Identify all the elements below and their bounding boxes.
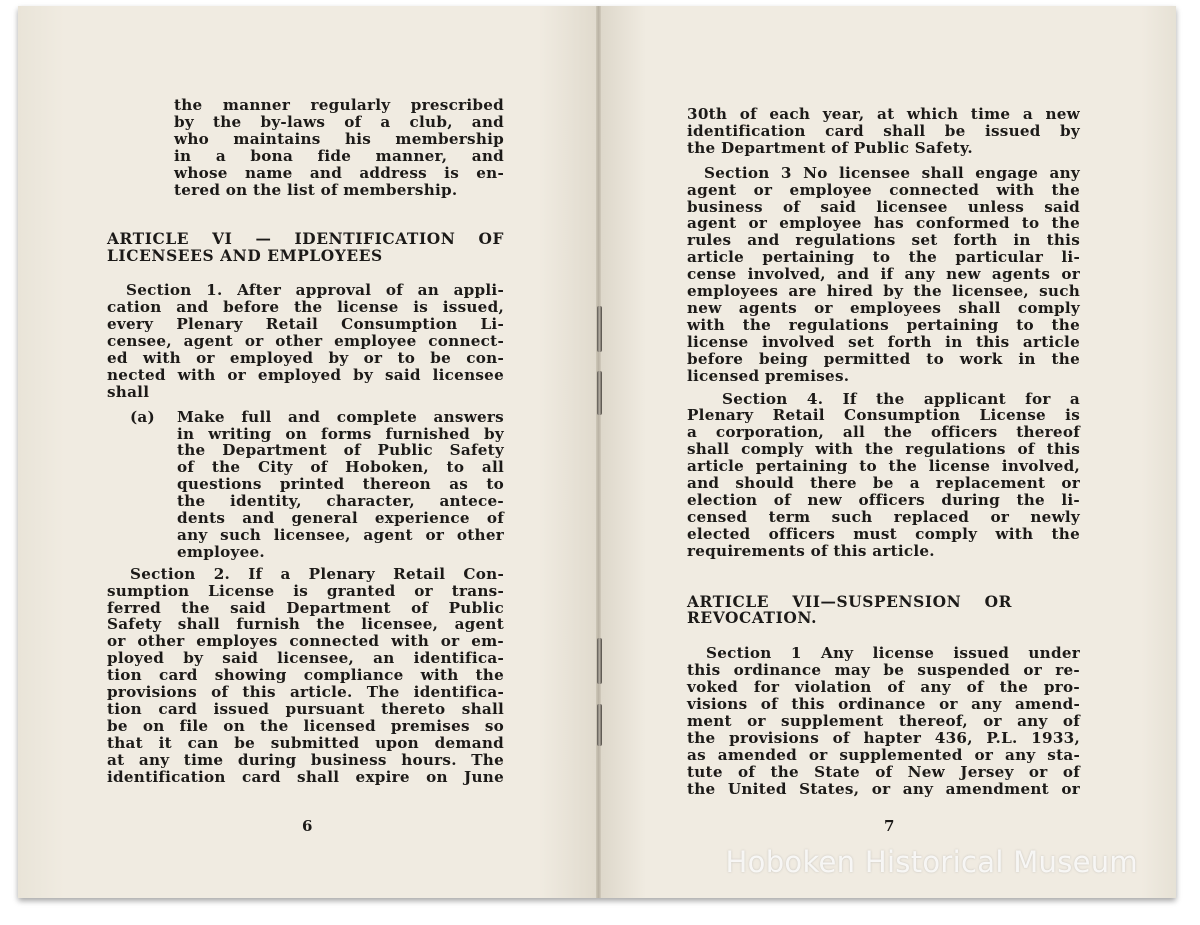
heading-line: LICENSEES AND EMPLOYEES <box>107 247 383 266</box>
text-line: Section 3 No licensee shall engage any <box>704 163 1080 182</box>
text-line: ed with or employed by or to be con- <box>107 348 504 367</box>
text-line: agent or employee connected with the <box>687 180 1080 199</box>
text-line: Plenary Retail Consumption License is <box>687 406 1080 425</box>
text-line: cation and before the license is issued, <box>107 298 504 317</box>
article-vii-section-1-paragraph <box>687 645 1080 797</box>
section-2-paragraph <box>107 566 504 786</box>
text-line: employee. <box>177 542 265 561</box>
text-line: Section 1. After approval of an appli- <box>126 281 504 300</box>
text-line: tered on the list of membership. <box>174 180 458 199</box>
intro-paragraph <box>687 106 1080 157</box>
staple-icon <box>597 371 602 415</box>
text-line: any such licensee, agent or other <box>177 525 504 544</box>
text-line: whose name and address is en- <box>174 163 504 182</box>
text-line: the United States, or any amendment or <box>687 779 1080 798</box>
text-line: this ordinance may be suspended or re- <box>687 661 1080 680</box>
text-line: article pertaining to the license involved, <box>687 457 1080 476</box>
text-line: with the regulations pertaining to the <box>687 315 1080 334</box>
text-line: be on file on the licensed premises so <box>107 716 504 735</box>
text-line: article pertaining to the particular li- <box>687 248 1080 267</box>
text-line: the provisions of hapter 436, P.L. 1933, <box>687 728 1080 747</box>
text-line: tute of the State of New Jersey or of <box>687 762 1080 781</box>
text-line: ferred the said Department of Public <box>107 598 504 617</box>
text-line: license involved set forth in this article <box>687 332 1080 351</box>
text-line: cense involved, and if any new agents or <box>687 265 1080 284</box>
text-line: censee, agent or other employee connect- <box>107 331 504 350</box>
text-line: new agents or employees shall comply <box>687 298 1080 317</box>
text-line: dents and general experience of <box>177 509 504 528</box>
text-line: identification card shall expire on June <box>107 767 504 786</box>
text-line: by the by-laws of a club, and <box>174 112 504 131</box>
text-line: requirements of this article. <box>687 541 935 560</box>
text-line: questions printed thereon as to <box>177 475 504 494</box>
text-line: licensed premises. <box>687 366 850 385</box>
text-line: in writing on forms furnished by <box>177 424 504 443</box>
section-1-paragraph <box>107 282 504 400</box>
text-line: in a bona fide manner, and <box>174 146 504 165</box>
text-line: Section 1 Any license issued under <box>706 644 1080 663</box>
heading-line: ARTICLE VII—SUSPENSION OR <box>687 592 1012 611</box>
staple-icon <box>597 638 602 684</box>
booklet-spine <box>596 6 601 898</box>
text-line: election of new officers during the li- <box>687 490 1080 509</box>
text-line: nected with or employed by said licensee <box>107 365 504 384</box>
text-line: who maintains his membership <box>174 129 504 148</box>
heading-line: ARTICLE VI — IDENTIFICATION OF <box>107 230 504 249</box>
heading-line: REVOCATION. <box>687 609 818 628</box>
text-line: ment or supplement thereof, or any of <box>687 712 1080 730</box>
text-line: 30th of each year, at which time a new <box>687 105 1080 123</box>
text-line: every Plenary Retail Consumption Li- <box>107 315 504 334</box>
text-line: or other employes connected with or em- <box>107 632 504 651</box>
text-line: voked for violation of any of the pro- <box>687 678 1080 697</box>
item-a <box>107 409 504 561</box>
text-line: visions of this ordinance or any amend- <box>687 695 1080 714</box>
text-line: of the City of Hoboken, to all <box>177 458 504 477</box>
text-line: at any time during business hours. The <box>107 750 504 769</box>
text-line: business of said licensee unless said <box>687 197 1080 216</box>
right-page-text <box>687 106 1080 798</box>
text-line: Section 4. If the applicant for a <box>722 389 1080 408</box>
left-page-text <box>107 97 504 786</box>
section-3-paragraph <box>687 165 1080 385</box>
text-line: censed term such replaced or newly <box>687 507 1080 526</box>
article-vii-heading <box>687 594 1012 628</box>
text-line: the manner regularly prescribed <box>174 96 504 114</box>
text-line: shall <box>107 382 150 401</box>
item-a-label: (a) <box>130 407 155 426</box>
page-number-right: 7 <box>884 817 895 835</box>
intro-paragraph <box>174 97 504 198</box>
text-line: tion card showing compliance with the <box>107 666 504 685</box>
article-vi-heading <box>107 231 504 265</box>
text-line: the Department of Public Safety <box>177 441 504 460</box>
text-line: Make full and complete answers <box>177 407 504 426</box>
text-line: Section 2. If a Plenary Retail Con- <box>130 564 504 583</box>
text-line: employees are hired by the licensee, such <box>687 282 1080 301</box>
text-line: the Department of Public Safety. <box>687 138 973 157</box>
text-line: a corporation, all the officers thereof <box>687 423 1080 442</box>
text-line: identification card shall be issued by <box>687 121 1080 140</box>
text-line: provisions of this article. The identifica- <box>107 683 504 702</box>
text-line: Safety shall furnish the licensee, agent <box>107 615 504 634</box>
text-line: ployed by said licensee, an identifica- <box>107 649 504 668</box>
text-line: shall comply with the regulations of this <box>687 440 1080 459</box>
staple-icon <box>597 704 602 746</box>
text-line: sumption License is granted or trans- <box>107 581 504 600</box>
text-line: tion card issued pursuant thereto shall <box>107 700 504 718</box>
text-line: the identity, character, antece- <box>177 492 504 511</box>
text-line: before being permitted to work in the <box>687 349 1080 368</box>
text-line: as amended or supplemented or any sta- <box>687 745 1080 764</box>
text-line: rules and regulations set forth in this <box>687 231 1080 250</box>
page-number-left: 6 <box>302 817 313 835</box>
text-line: elected officers must comply with the <box>687 524 1080 543</box>
text-line: that it can be submitted upon demand <box>107 733 504 752</box>
museum-watermark: Hoboken Historical Museum <box>725 845 1138 879</box>
staple-icon <box>597 306 602 352</box>
text-line: and should there be a replacement or <box>687 474 1080 493</box>
section-4-paragraph <box>687 391 1080 560</box>
text-line: agent or employee has conformed to the <box>687 214 1080 233</box>
